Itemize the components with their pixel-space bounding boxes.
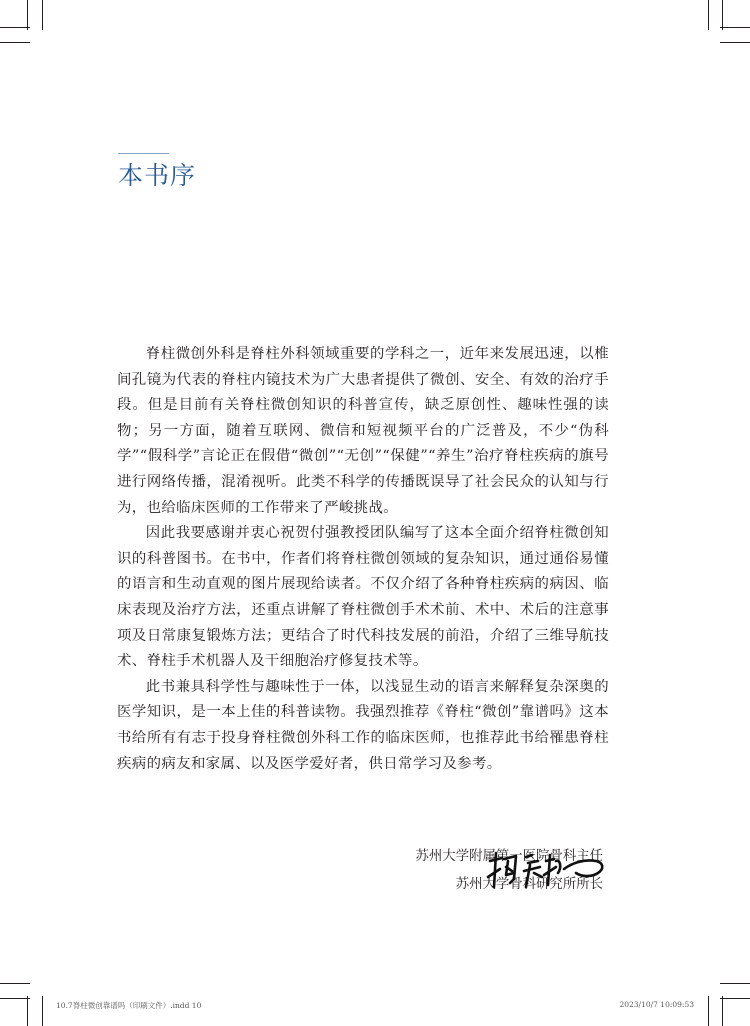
- crop-mark: [708, 0, 709, 30]
- crop-mark: [0, 983, 30, 984]
- crop-mark: [42, 0, 43, 30]
- paragraph: 脊柱微创外科是脊柱外科领域重要的学科之一，近年来发展迅速，以椎间孔镜为代表的脊柱内镜技术为广大患者提供了微创、安全、有效的治疗手段。但是目前有关脊柱微创知识的科普宣传，缺乏原创性、趣味性强的读物；另一方面，随着互联网、微信和短视频平台的广泛普及，不少“伪科学”“假科学”言论正在假借“微创”“无创”“保健”“养生”治疗脊柱疾病的旗号进行网络传播，混淆视听。此类不科学的传播既误导了社会民众的认知与行为，也给临床医师的工作带来了严峻挑战。: [117, 346, 609, 516]
- crop-mark: [708, 996, 709, 1026]
- paragraph: 此书兼具科学性与趣味性于一体，以浅显生动的语言来解释复杂深奥的医学知识，是一本上佳的科普读物。我强烈推荐《脊柱“微创”靠谱吗》这本书给所有有志于投身脊柱微创外科工作的临床医师，也推荐此书给罹患脊柱疾病的病友和家属、以及医学爱好者，供日常学习及参考。: [117, 678, 609, 772]
- page-title: 本书序: [118, 161, 197, 190]
- crop-mark: [720, 983, 750, 984]
- paragraph: 因此我要感谢并衷心祝贺付强教授团队编写了这本全面介绍脊柱微创知识的科普图书。在书中，作者们将脊柱微创领域的复杂知识，通过通俗易懂的语言和生动直观的图片展现给读者。不仅介绍了各种脊柱疾病的病因、临床表现及治疗方法，还重点讲解了脊柱微创手术术前、术中、术后的注意事项及日常康复锻炼方法；更结合了时代科技发展的前沿，介绍了三维导航技术、脊柱手术机器人及干细胞治疗修复技术等。: [117, 525, 609, 670]
- crop-mark: [27, 0, 28, 30]
- affiliation-line: 苏州大学附属第一医院骨科主任: [415, 849, 603, 864]
- crop-mark: [0, 998, 30, 999]
- preface-body: [117, 342, 609, 777]
- title-rule: [118, 153, 169, 154]
- handwritten-signature: [484, 847, 608, 893]
- crop-mark: [720, 42, 750, 43]
- crop-mark: [0, 27, 30, 28]
- crop-mark: [0, 42, 30, 43]
- slug-timestamp: 2023/10/7 10:09:53: [619, 1000, 694, 1009]
- affiliation-line: 苏州大学骨科研究所所长: [455, 877, 603, 892]
- crop-mark: [722, 0, 723, 30]
- crop-mark: [722, 996, 723, 1026]
- crop-mark: [42, 996, 43, 1026]
- crop-mark: [720, 27, 750, 28]
- crop-mark: [720, 998, 750, 999]
- slug-file-info: 10.7脊柱微创靠谱吗（印刷文件）.indd 10: [56, 1001, 202, 1010]
- crop-mark: [27, 996, 28, 1026]
